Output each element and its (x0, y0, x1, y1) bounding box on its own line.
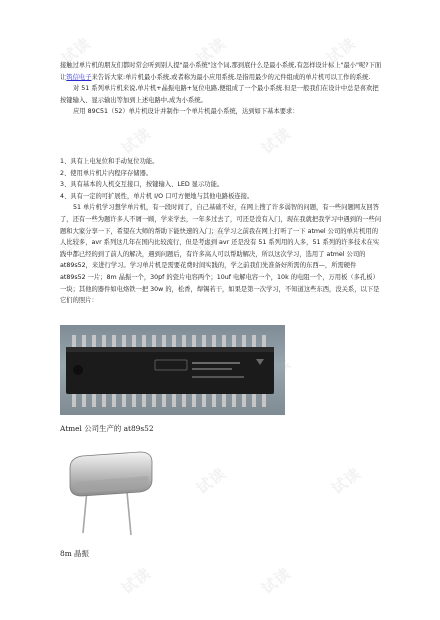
watermark-text: 试读 (328, 463, 365, 498)
watermark-text: 试读 (323, 33, 360, 68)
chip-caption: Atmel 公司生产的 at89s52 (60, 424, 154, 433)
paragraph-requirements: 应用 89C51（52）单片机设计并制作一个单片机最小系统，达到如下基本要求： (73, 108, 299, 116)
watermark-text: 试读 (58, 223, 95, 258)
intro-text: 接触过单片机的朋友们都时常会听到别人提"最小系统"这个词,那到底什么是最小系统,有怎样设计标上"最小"呢?下面让 (60, 62, 382, 81)
list-item: 2、使用单片机片内程序存储器。 (60, 169, 153, 177)
chip-illustration (60, 325, 285, 415)
company-link[interactable]: 筑信电子 (66, 73, 92, 81)
watermark-text: 试读 (118, 123, 155, 158)
requirement-list (60, 156, 382, 307)
paragraph-51-system: 对 51 系列单片机来说,单片机+晶振电路+复位电路,便组成了一个最小系统.但是一般我们在设计中总是喜欢把按键输入、显示输出等加到上述电路中,成为小系统。 (60, 85, 379, 104)
watermark-text: 试读 (193, 223, 230, 258)
watermark-text: 试读 (258, 563, 295, 598)
intro-text-block (60, 60, 382, 118)
list-item: 4、具有一定的可扩展性，单片机 I/O 口可方便地与其他电路板连接。 (60, 192, 254, 200)
list-item: 1、具有上电复位和手动复位功能。 (60, 158, 159, 165)
watermark-text: 试读 (193, 33, 230, 68)
watermark-text: 试读 (193, 463, 230, 498)
crystal-caption: 8m 晶振 (60, 549, 89, 558)
list-item: 3、具有基本的人机交互接口，按键输入、LED 显示功能。 (60, 181, 224, 189)
intro-text-cont: 来告诉大家:单片机最小系统,或者称为最小应用系统,是指用最少的元件组成的单片机可以工作的系统. (91, 73, 371, 81)
chip-photo (60, 325, 285, 415)
watermark-text: 试读 (258, 123, 295, 158)
crystal-photo (60, 440, 160, 540)
paragraph-intro (60, 60, 382, 83)
watermark-text: 试读 (328, 223, 365, 258)
watermark-text: 试读 (58, 33, 95, 68)
watermark-text: 试读 (118, 563, 155, 598)
paragraph-learning-story: 51 单片机学习想学单片机，有一段时间了，自己基础不好，在网上搜了许多弱智的问题，有一些问题网友回答了，还有一些为题许多人不屑一顾，学来学去，一年多过去了，可还是没有入门，现在我就把我学习中遇到的一些问题和大家分享一下，希望在大师的帮助下能快速的入门；在学习之前我在网上打听了一下 atmel 公司的单片机用的人比较多，avr 系列这几年在国内比较流行，但是考虑到 avr 还是没有 51 系列用的人多，51 系列的许多技术在实践中都已经的到了前人的解决，遇到问题后，有许多高人可以帮助解决，所以这次学习，选用了 atmel 公司的 at89s52，来进行学习。学习单片机是需要花费时间实践的，学之前我们先准备好所需的东西—，所需硬件 at89s52 一片；8m 晶振一个，30pf 的瓷片电容两个；10uf 电解电容一个，10k 的电阻一个，万用板（多孔板）一块；其他的器件如电烙铁一把 30w 的，松香，焊锡若干，如果是第一次学习，不知道这些东西，没关系，以下是它们的照片： (60, 204, 382, 305)
crystal-illustration (60, 440, 160, 540)
